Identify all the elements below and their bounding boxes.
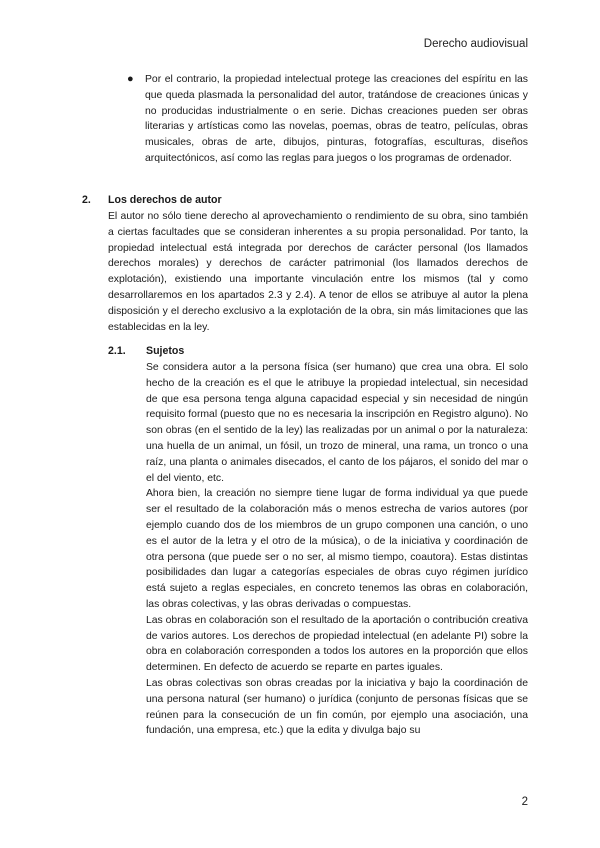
bullet-paragraph: Por el contrario, la propiedad intelectual protege las creaciones del espíritu en las que queda plasmada la personalidad del autor, tratándose de creaciones únicas y no producidas industrialmente o en serie. Dichas creaciones pueden ser obras literarias y artísticas como las novelas, poemas, obras de teatro, películas, obras musicales, obras de arte, dibujos, pinturas, fotografías, esculturas, diseños arquitectónicos, así como las reglas para juegos o los programas de ordenador.: [145, 74, 528, 164]
subsection-number: 2.1.: [108, 345, 126, 357]
section-paragraph: El autor no sólo tiene derecho al aprovechamiento o rendimiento de su obra, sino también a ciertas facultades que se consideran inherentes a su propia personalidad. Por tanto, la propiedad intelectual está integrada por derechos de carácter personal (los llamados derechos morales) y derechos de carácter patrimonial (los llamados derechos de explotación), existiendo una importante vinculación entre los mismos (tal y como desarrollaremos en los apartados 2.3 y 2.4). A tenor de ellos se atribuye al autor la plena disposición y el derecho exclusivo a la explotación de la obra, sin más limitaciones que las establecidas en la ley.: [108, 211, 528, 333]
paragraph-collaboration: Ahora bien, la creación no siempre tiene lugar de forma individual ya que puede ser el resultado de la colaboración más o menos estrecha de varios autores (por ejemplo cuando dos de los miembros de un grupo componen una canción, o uno es el autor de la letra y el otro de la música), o de la iniciativa y coordinación de otra persona (que puede ser o no ser, al mismo tiempo, coautora). Estas distintas posibilidades dan lugar a categorías especiales de obras cuyo régimen jurídico está sujeto a reglas especiales, en concreto tenemos las obras en colaboración, las obras colectivas, y las obras derivadas o compuestas.: [146, 488, 528, 610]
section-heading: Los derechos de autor: [108, 194, 222, 206]
page-number: 2: [521, 796, 528, 808]
paragraph-collective-works: Las obras colectivas son obras creadas por la iniciativa y bajo la coordinación de una persona natural (ser humano) o jurídica (conjunto de personas físicas que se reúnen para la consecución de un fin común, por ejemplo una asociación, una fundación, una empresa, etc.) que la edita y divulga bajo su: [146, 677, 528, 737]
bullet-icon: ●: [127, 73, 134, 85]
subsection-body: [146, 360, 528, 739]
paragraph-authorship: Se considera autor a la persona física (ser humano) que crea una obra. El solo hecho de la creación es el que le atribuye la propiedad intelectual, sin necesidad de que esa persona tenga alguna capacidad especial y sin necesidad de ningún requisito formal (puesto que no es necesaria la inscripción en Registro alguno). No son obras (en el sentido de la ley) las realizadas por un animal o por la naturaleza: una huella de un animal, un fósil, un trozo de mineral, una rama, un tronco o una raíz, una planta o animales disecados, el canto de los pájaros, el sonido del mar o el del viento, etc.: [146, 362, 528, 484]
section-number: 2.: [82, 194, 91, 206]
paragraph-joint-works: Las obras en colaboración son el resultado de la aportación o contribución creativa de varios autores. Los derechos de propiedad intelectual (en adelante PI) sobre la obra en colaboración corresponden a todos los autores en la proporción que ellos determinen. En defecto de acuerdo se reparte en partes iguales.: [146, 614, 528, 674]
subsection-heading: Sujetos: [146, 345, 185, 357]
running-header: Derecho audiovisual: [423, 38, 528, 50]
